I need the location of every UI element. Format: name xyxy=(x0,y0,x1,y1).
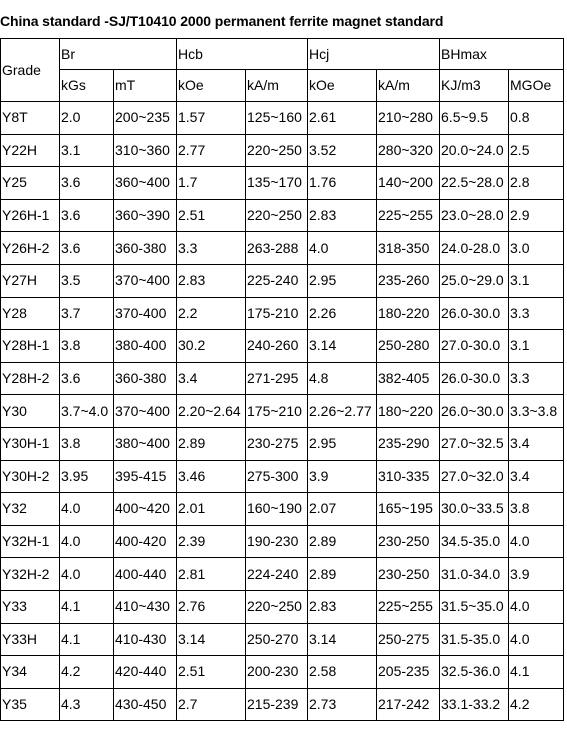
cell-bhmax-mgoe: 3.3 xyxy=(509,297,564,330)
cell-hcj-kam: 205-235 xyxy=(377,656,440,689)
cell-hcj-koe: 2.61 xyxy=(308,102,377,135)
cell-br-mt: 360~400 xyxy=(114,167,177,200)
cell-hcj-kam: 140~200 xyxy=(377,167,440,200)
cell-grade: Y26H-2 xyxy=(1,232,60,265)
cell-hcb-koe: 3.14 xyxy=(177,623,246,656)
cell-hcb-kam: 220~250 xyxy=(246,199,308,232)
cell-hcb-koe: 2.20~2.64 xyxy=(177,395,246,428)
cell-hcb-kam: 175~210 xyxy=(246,395,308,428)
cell-bhmax-kj: 27.0~32.0 xyxy=(440,460,509,493)
unit-hcj-kam: kA/m xyxy=(377,70,440,102)
cell-hcj-koe: 2.73 xyxy=(308,688,377,721)
cell-br-kgs: 4.0 xyxy=(60,525,114,558)
cell-bhmax-mgoe: 4.0 xyxy=(509,590,564,623)
cell-hcb-kam: 275-300 xyxy=(246,460,308,493)
table-row xyxy=(1,558,564,591)
cell-grade: Y28H-1 xyxy=(1,330,60,363)
cell-br-kgs: 4.3 xyxy=(60,688,114,721)
cell-bhmax-kj: 31.5-35.0 xyxy=(440,623,509,656)
cell-bhmax-kj: 27.0~32.5 xyxy=(440,427,509,460)
cell-bhmax-kj: 26.0-30.0 xyxy=(440,362,509,395)
cell-br-kgs: 4.0 xyxy=(60,493,114,526)
cell-hcb-koe: 2.51 xyxy=(177,656,246,689)
cell-hcb-kam: 190-230 xyxy=(246,525,308,558)
cell-hcb-kam: 200-230 xyxy=(246,656,308,689)
cell-hcb-koe: 2.51 xyxy=(177,199,246,232)
cell-br-mt: 400~420 xyxy=(114,493,177,526)
cell-bhmax-mgoe: 3.1 xyxy=(509,264,564,297)
cell-bhmax-mgoe: 3.1 xyxy=(509,330,564,363)
table-row xyxy=(1,134,564,167)
cell-hcb-koe: 3.4 xyxy=(177,362,246,395)
cell-br-mt: 400-420 xyxy=(114,525,177,558)
cell-br-kgs: 3.6 xyxy=(60,167,114,200)
cell-hcb-koe: 2.76 xyxy=(177,590,246,623)
cell-hcb-kam: 250-270 xyxy=(246,623,308,656)
cell-br-mt: 360-380 xyxy=(114,232,177,265)
cell-bhmax-mgoe: 3.3~3.8 xyxy=(509,395,564,428)
cell-grade: Y32H-1 xyxy=(1,525,60,558)
cell-hcj-koe: 2.95 xyxy=(308,264,377,297)
cell-br-kgs: 3.6 xyxy=(60,362,114,395)
cell-hcj-koe: 2.83 xyxy=(308,199,377,232)
cell-hcj-koe: 2.07 xyxy=(308,493,377,526)
unit-bhmax-mgoe: MGOe xyxy=(509,70,564,102)
cell-hcb-koe: 2.89 xyxy=(177,427,246,460)
table-row xyxy=(1,264,564,297)
cell-bhmax-kj: 32.5-36.0 xyxy=(440,656,509,689)
cell-hcj-koe: 2.26 xyxy=(308,297,377,330)
table-row xyxy=(1,199,564,232)
cell-hcj-koe: 4.8 xyxy=(308,362,377,395)
cell-hcj-kam: 250-275 xyxy=(377,623,440,656)
cell-hcb-koe: 3.3 xyxy=(177,232,246,265)
cell-br-mt: 430-450 xyxy=(114,688,177,721)
cell-br-mt: 380-400 xyxy=(114,330,177,363)
cell-grade: Y22H xyxy=(1,134,60,167)
table-row xyxy=(1,427,564,460)
cell-bhmax-kj: 20.0~24.0 xyxy=(440,134,509,167)
table-row xyxy=(1,395,564,428)
cell-hcj-koe: 2.95 xyxy=(308,427,377,460)
cell-hcb-kam: 220~250 xyxy=(246,134,308,167)
unit-hcj-koe: kOe xyxy=(308,70,377,102)
cell-hcb-kam: 135~170 xyxy=(246,167,308,200)
cell-hcj-koe: 3.52 xyxy=(308,134,377,167)
cell-hcj-kam: 165~195 xyxy=(377,493,440,526)
cell-bhmax-mgoe: 3.8 xyxy=(509,493,564,526)
header-row-groups xyxy=(1,39,564,70)
cell-hcj-koe: 3.14 xyxy=(308,623,377,656)
cell-hcj-kam: 225~255 xyxy=(377,199,440,232)
cell-hcj-koe: 1.76 xyxy=(308,167,377,200)
cell-hcb-koe: 2.77 xyxy=(177,134,246,167)
cell-br-mt: 360~390 xyxy=(114,199,177,232)
cell-hcb-kam: 175-210 xyxy=(246,297,308,330)
cell-br-mt: 400-440 xyxy=(114,558,177,591)
cell-hcj-kam: 180~220 xyxy=(377,395,440,428)
cell-hcb-koe: 2.7 xyxy=(177,688,246,721)
cell-br-kgs: 3.6 xyxy=(60,232,114,265)
cell-hcj-kam: 180-220 xyxy=(377,297,440,330)
cell-hcb-kam: 224-240 xyxy=(246,558,308,591)
cell-bhmax-mgoe: 4.2 xyxy=(509,688,564,721)
table-row xyxy=(1,167,564,200)
cell-grade: Y32H-2 xyxy=(1,558,60,591)
cell-br-kgs: 4.1 xyxy=(60,590,114,623)
unit-hcb-kam: kA/m xyxy=(246,70,308,102)
cell-hcj-kam: 382-405 xyxy=(377,362,440,395)
unit-br-mt: mT xyxy=(114,70,177,102)
cell-grade: Y30H-2 xyxy=(1,460,60,493)
unit-bhmax-kj: KJ/m3 xyxy=(440,70,509,102)
cell-br-kgs: 3.7~4.0 xyxy=(60,395,114,428)
unit-hcb-koe: kOe xyxy=(177,70,246,102)
cell-grade: Y27H xyxy=(1,264,60,297)
cell-grade: Y33H xyxy=(1,623,60,656)
table-row xyxy=(1,688,564,721)
table-row xyxy=(1,590,564,623)
table-row xyxy=(1,297,564,330)
cell-grade: Y28H-2 xyxy=(1,362,60,395)
cell-hcj-kam: 230-250 xyxy=(377,558,440,591)
cell-bhmax-mgoe: 4.1 xyxy=(509,656,564,689)
cell-bhmax-kj: 31.5~35.0 xyxy=(440,590,509,623)
cell-bhmax-kj: 23.0~28.0 xyxy=(440,199,509,232)
cell-bhmax-mgoe: 3.9 xyxy=(509,558,564,591)
cell-hcb-koe: 2.81 xyxy=(177,558,246,591)
unit-br-kgs: kGs xyxy=(60,70,114,102)
cell-hcj-koe: 3.14 xyxy=(308,330,377,363)
cell-br-kgs: 3.8 xyxy=(60,330,114,363)
table-body xyxy=(1,102,564,721)
cell-bhmax-kj: 22.5~28.0 xyxy=(440,167,509,200)
cell-grade: Y26H-1 xyxy=(1,199,60,232)
cell-br-mt: 420-440 xyxy=(114,656,177,689)
cell-bhmax-kj: 6.5~9.5 xyxy=(440,102,509,135)
table-row xyxy=(1,623,564,656)
cell-hcb-koe: 2.2 xyxy=(177,297,246,330)
cell-hcb-kam: 225-240 xyxy=(246,264,308,297)
cell-br-kgs: 3.7 xyxy=(60,297,114,330)
cell-hcj-kam: 318-350 xyxy=(377,232,440,265)
cell-hcb-kam: 215-239 xyxy=(246,688,308,721)
cell-hcb-koe: 1.57 xyxy=(177,102,246,135)
cell-hcb-koe: 3.46 xyxy=(177,460,246,493)
cell-br-mt: 410~430 xyxy=(114,590,177,623)
cell-br-kgs: 3.1 xyxy=(60,134,114,167)
cell-grade: Y25 xyxy=(1,167,60,200)
cell-hcj-koe: 2.89 xyxy=(308,558,377,591)
cell-hcj-kam: 210~280 xyxy=(377,102,440,135)
cell-br-mt: 370~400 xyxy=(114,264,177,297)
cell-br-kgs: 2.0 xyxy=(60,102,114,135)
table-row xyxy=(1,330,564,363)
cell-hcb-kam: 240-260 xyxy=(246,330,308,363)
header-br: Br xyxy=(60,39,177,70)
cell-grade: Y33 xyxy=(1,590,60,623)
cell-bhmax-kj: 25.0~29.0 xyxy=(440,264,509,297)
cell-br-kgs: 3.8 xyxy=(60,427,114,460)
cell-hcj-kam: 230-250 xyxy=(377,525,440,558)
cell-hcb-koe: 30.2 xyxy=(177,330,246,363)
cell-hcb-kam: 263-288 xyxy=(246,232,308,265)
header-row-units xyxy=(1,70,564,102)
cell-bhmax-mgoe: 2.8 xyxy=(509,167,564,200)
cell-hcj-kam: 235-260 xyxy=(377,264,440,297)
table-row xyxy=(1,232,564,265)
cell-bhmax-kj: 24.0-28.0 xyxy=(440,232,509,265)
cell-hcj-kam: 217-242 xyxy=(377,688,440,721)
ferrite-standard-table xyxy=(0,38,564,721)
cell-bhmax-mgoe: 0.8 xyxy=(509,102,564,135)
cell-bhmax-kj: 33.1-33.2 xyxy=(440,688,509,721)
cell-bhmax-kj: 26.0~30.0 xyxy=(440,395,509,428)
cell-hcj-koe: 2.89 xyxy=(308,525,377,558)
cell-grade: Y34 xyxy=(1,656,60,689)
cell-hcb-koe: 2.01 xyxy=(177,493,246,526)
cell-br-mt: 395-415 xyxy=(114,460,177,493)
cell-br-kgs: 4.0 xyxy=(60,558,114,591)
table-row xyxy=(1,656,564,689)
cell-grade: Y30 xyxy=(1,395,60,428)
cell-hcb-kam: 271-295 xyxy=(246,362,308,395)
table-row xyxy=(1,362,564,395)
header-hcb: Hcb xyxy=(177,39,308,70)
cell-br-kgs: 3.5 xyxy=(60,264,114,297)
cell-hcj-koe: 2.83 xyxy=(308,590,377,623)
cell-grade: Y32 xyxy=(1,493,60,526)
cell-hcj-kam: 310-335 xyxy=(377,460,440,493)
cell-hcj-kam: 235-290 xyxy=(377,427,440,460)
cell-hcj-koe: 2.58 xyxy=(308,656,377,689)
table-row xyxy=(1,525,564,558)
cell-bhmax-mgoe: 4.0 xyxy=(509,623,564,656)
cell-hcb-koe: 1.7 xyxy=(177,167,246,200)
table-row xyxy=(1,460,564,493)
table-row xyxy=(1,493,564,526)
cell-bhmax-kj: 30.0~33.5 xyxy=(440,493,509,526)
cell-hcb-kam: 125~160 xyxy=(246,102,308,135)
cell-hcj-koe: 4.0 xyxy=(308,232,377,265)
cell-hcj-kam: 225~255 xyxy=(377,590,440,623)
page-title: China standard -SJ/T10410 2000 permanent ferrite magnet standard xyxy=(0,13,444,29)
cell-bhmax-mgoe: 3.4 xyxy=(509,427,564,460)
cell-hcb-kam: 220~250 xyxy=(246,590,308,623)
cell-br-mt: 310~360 xyxy=(114,134,177,167)
cell-br-mt: 370-400 xyxy=(114,297,177,330)
cell-bhmax-kj: 27.0-30.0 xyxy=(440,330,509,363)
cell-hcj-koe: 3.9 xyxy=(308,460,377,493)
cell-hcb-kam: 230-275 xyxy=(246,427,308,460)
cell-bhmax-kj: 26.0-30.0 xyxy=(440,297,509,330)
cell-br-mt: 370~400 xyxy=(114,395,177,428)
cell-grade: Y8T xyxy=(1,102,60,135)
cell-hcj-kam: 250-280 xyxy=(377,330,440,363)
cell-bhmax-mgoe: 3.3 xyxy=(509,362,564,395)
cell-grade: Y28 xyxy=(1,297,60,330)
cell-hcj-kam: 280~320 xyxy=(377,134,440,167)
cell-br-mt: 410-430 xyxy=(114,623,177,656)
cell-bhmax-mgoe: 3.0 xyxy=(509,232,564,265)
cell-grade: Y30H-1 xyxy=(1,427,60,460)
cell-bhmax-mgoe: 4.0 xyxy=(509,525,564,558)
header-hcj: Hcj xyxy=(308,39,440,70)
cell-hcb-kam: 160~190 xyxy=(246,493,308,526)
table-row xyxy=(1,102,564,135)
header-bhmax: BHmax xyxy=(440,39,564,70)
cell-br-kgs: 3.95 xyxy=(60,460,114,493)
cell-br-mt: 360-380 xyxy=(114,362,177,395)
cell-bhmax-mgoe: 2.9 xyxy=(509,199,564,232)
cell-grade: Y35 xyxy=(1,688,60,721)
cell-br-mt: 200~235 xyxy=(114,102,177,135)
cell-bhmax-mgoe: 3.4 xyxy=(509,460,564,493)
header-grade: Grade xyxy=(1,39,60,102)
cell-hcj-koe: 2.26~2.77 xyxy=(308,395,377,428)
cell-hcb-koe: 2.39 xyxy=(177,525,246,558)
cell-br-kgs: 4.1 xyxy=(60,623,114,656)
cell-bhmax-kj: 31.0-34.0 xyxy=(440,558,509,591)
cell-br-kgs: 4.2 xyxy=(60,656,114,689)
cell-br-kgs: 3.6 xyxy=(60,199,114,232)
cell-bhmax-kj: 34.5-35.0 xyxy=(440,525,509,558)
cell-bhmax-mgoe: 2.5 xyxy=(509,134,564,167)
cell-br-mt: 380~400 xyxy=(114,427,177,460)
cell-hcb-koe: 2.83 xyxy=(177,264,246,297)
